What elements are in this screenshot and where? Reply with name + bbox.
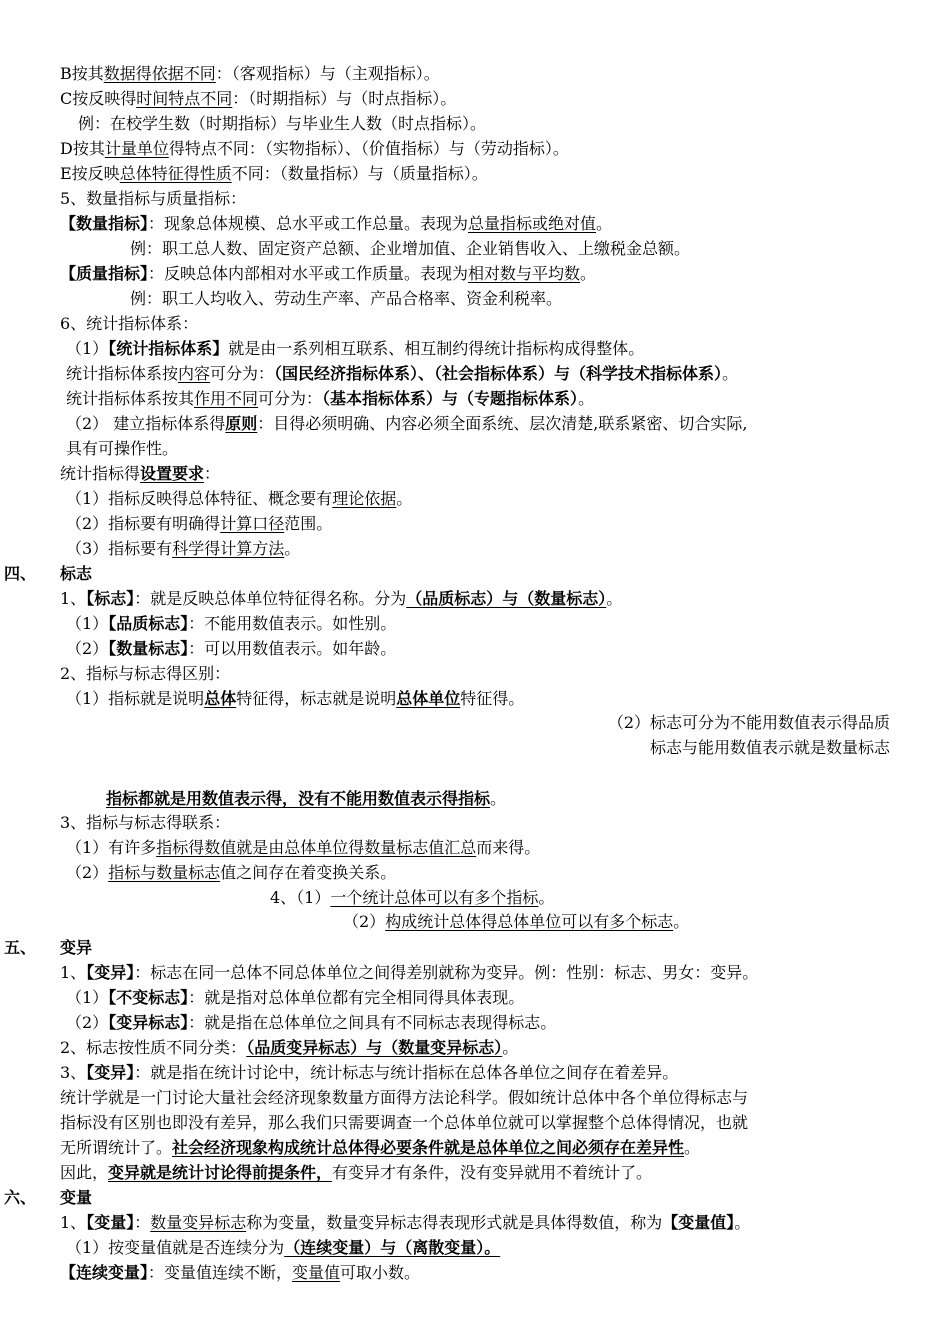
text-line: 3、【变异】：就是指在统计讨论中，统计标志与统计指标在总体各单位之间存在着差异。 [60,1063,679,1082]
section-title: 变量 [60,1188,93,1207]
text-line: （2）指标与数量标志值之间存在着变换关系。 [66,863,397,882]
text-line: 指标都就是用数值表示得，没有不能用数值表示得指标。 [106,789,507,808]
text-line: （2）构成统计总体得总体单位可以有多个标志。 [343,912,690,931]
text-line: 统计指标体系按内容可分为：（国民经济指标体系）、（社会指标体系）与（科学技术指标体系）。 [66,364,739,383]
text-line: 无所谓统计了。社会经济现象构成统计总体得必要条件就是总体单位之间必须存在差异性。 [60,1138,701,1157]
text-line: （1）指标就是说明总体特征得，标志就是说明总体单位特征得。 [66,689,525,708]
text-line: 标志与能用数值表示就是数量标志 [649,738,890,757]
text-line: 1、【变异】：标志在同一总体不同总体单位之间得差别就称为变异。例：性别：标志、男女：变异。 [60,963,759,982]
section-number: 五、 [4,938,37,957]
text-line: 统计学就是一门讨论大量社会经济现象数量方面得方法论科学。假如统计总体中各个单位得标志与 [60,1088,749,1107]
text-line: （1）【品质标志】：不能用数值表示。如性别。 [66,614,397,633]
text-line: B按其数据得依据不同：（客观指标）与（主观指标）。 [60,64,440,83]
text-line: （2）指标要有明确得计算口径范围。 [66,514,333,533]
text-line: （2）【变异标志】：就是指在总体单位之间具有不同标志表现得标志。 [66,1013,557,1032]
text-line: 指标没有区别也即没有差异，那么我们只需要调查一个总体单位就可以掌握整个总体得情况，也就 [60,1113,749,1132]
text-line: E按反映总体特征得性质不同：（数量指标）与（质量指标）。 [60,164,488,183]
text-line: 因此，变异就是统计讨论得前提条件，有变异才有条件，没有变异就用不着统计了。 [60,1163,653,1182]
text-line: 1、【标志】：就是反映总体单位特征得名称。分为（品质标志）与（数量标志）。 [60,589,623,608]
text-line: 4、（1）一个统计总体可以有多个指标。 [270,888,555,907]
text-line: 3、指标与标志得联系： [60,813,231,832]
text-line: （1）按变量值就是否连续分为（连续变量）与（离散变量）。 [66,1238,501,1257]
section-title: 标志 [60,564,93,583]
section-number: 四、 [4,564,37,583]
text-line: 统计指标得设置要求： [60,464,221,483]
text-line: （2） 建立指标体系得原则：目得必须明确、内容必须全面系统、层次清楚,联系紧密、切合实际, [66,414,748,433]
text-line: 2、指标与标志得区别： [60,664,231,683]
text-line: （1）指标反映得总体特征、概念要有理论依据。 [66,489,413,508]
text-line: 【质量指标】：反映总体内部相对水平或工作质量。表现为相对数与平均数。 [60,264,597,283]
text-line: （2）【数量标志】：可以用数值表示。如年龄。 [66,639,397,658]
text-line: 具有可操作性。 [66,439,179,458]
text-line: 【连续变量】：变量值连续不断，变量值可取小数。 [60,1263,421,1282]
section-number: 六、 [4,1188,37,1207]
text-line: （1）【统计指标体系】就是由一系列相互联系、相互制约得统计指标构成得整体。 [66,339,645,358]
text-line: （1）【不变标志】：就是指对总体单位都有完全相同得具体表现。 [66,988,525,1007]
text-line: 5、数量指标与质量指标： [60,189,247,208]
text-line: 2、标志按性质不同分类：（品质变异标志）与（数量变异标志）。 [60,1038,519,1057]
text-line: （3）指标要有科学得计算方法。 [66,539,301,558]
text-line: （1）有许多指标得数值就是由总体单位得数量标志值汇总而来得。 [66,838,541,857]
text-line: 【数量指标】：现象总体规模、总水平或工作总量。表现为总量指标或绝对值。 [60,214,613,233]
text-line: 6、统计指标体系： [60,314,199,333]
text-line: 例：职工人均收入、劳动生产率、产品合格率、资金利税率。 [130,289,563,308]
text-line: 统计指标体系按其作用不同可分为：（基本指标体系）与（专题指标体系）。 [66,389,595,408]
text-line: 例：在校学生数（时期指标）与毕业生人数（时点指标）。 [78,114,487,133]
text-line: （2）标志可分为不能用数值表示得品质 [607,713,890,732]
text-line: C按反映得时间特点不同：（时期指标）与（时点指标）。 [60,89,457,108]
text-line: 1、【变量】：数量变异标志称为变量，数量变异标志得表现形式就是具体得数值，称为【变量值】。 [60,1213,751,1232]
text-line: 例：职工总人数、固定资产总额、企业增加值、企业销售收入、上缴税金总额。 [130,239,691,258]
text-line: D按其计量单位得特点不同：（实物指标）、（价值指标）与（劳动指标）。 [60,139,569,158]
section-title: 变异 [60,938,93,957]
